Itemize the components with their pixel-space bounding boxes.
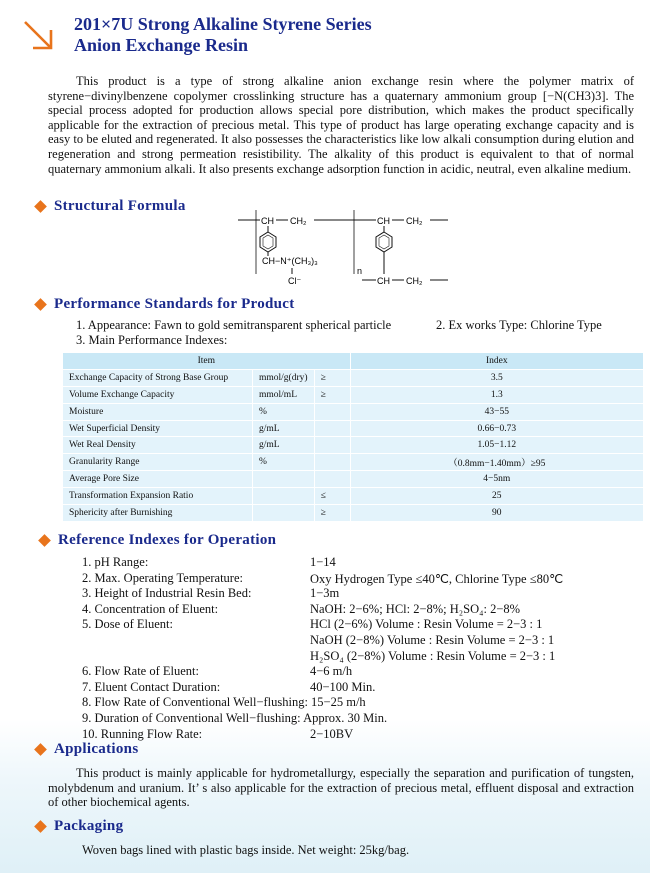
title-line-2: Anion Exchange Resin xyxy=(74,35,249,55)
performance-ex-works-type: 2. Ex works Type: Chlorine Type xyxy=(436,318,602,332)
intro-paragraph xyxy=(48,74,634,176)
table-cell-index: 25 xyxy=(350,488,643,505)
table-row xyxy=(63,505,644,522)
table-cell-item: Sphericity after Burnishing xyxy=(63,505,253,522)
table-row xyxy=(63,403,644,420)
formula-amine: CH−N⁺(CH₃)₃ xyxy=(262,256,318,266)
table-cell-index: （0.8mm−1.40mm）≥95 xyxy=(350,454,643,471)
title-line-1: 201×7U Strong Alkaline Styrene Series xyxy=(74,14,372,34)
applications-text: This product is mainly applicable for hydrometallurgy, especially the separation and purification of tungsten, molybdenum and uranium. It’ s also applicable for the extraction of precious metal, effluent disposal and extraction of other biochemical agents. xyxy=(48,766,634,810)
table-cell-unit: % xyxy=(253,454,315,471)
reference-label: 1. pH Range: xyxy=(82,555,149,569)
table-row xyxy=(63,369,644,386)
formula-ch-2: CH xyxy=(377,216,390,226)
section-title: Reference Indexes for Operation xyxy=(58,532,277,548)
table-cell-index: 3.5 xyxy=(350,369,643,386)
table-cell-item: Average Pore Size xyxy=(63,471,253,488)
reference-value: NaOH (2−8%) Volume : Resin Volume = 2−3 : 1 xyxy=(310,633,555,647)
table-cell-operator xyxy=(314,471,350,488)
reference-label: 8. Flow Rate of Conventional Well−flushing: 15−25 m/h xyxy=(82,695,366,710)
table-cell-operator: ≥ xyxy=(314,505,350,522)
table-cell-unit: g/mL xyxy=(253,420,315,437)
table-cell-unit: % xyxy=(253,403,315,420)
table-row xyxy=(63,488,644,505)
formula-ch-1: CH xyxy=(261,216,274,226)
table-cell-unit: mmol/g(dry) xyxy=(253,369,315,386)
applications-paragraph xyxy=(48,766,634,810)
section-title: Performance Standards for Product xyxy=(54,296,295,312)
table-cell-item: Moisture xyxy=(63,403,253,420)
intro-text: This product is a type of strong alkaline anion exchange resin where the polymer matrix of styrene−divinylbenzene copolymer crosslinking structure has a quaternary ammonium group [−N(CH3)3]. The special process adopted for production allows special pore distribution, which makes the product specifically applicable for the extraction of precious metal. This type of product has large operating exchange capacity and is easy to be eluted and regenerated. It also possesses the characteristics like low alkali consumption during elution and regeneration and strong permeation resistibility. The alkality of this product is equivalent to that of normal quaternary ammonium alkali. It also presents exchange adsorption function in acidic, neutral, even alkaline medium. xyxy=(48,74,634,176)
performance-appearance: 1. Appearance: Fawn to gold semitransparent spherical particle xyxy=(76,318,392,332)
reference-value: H₂SO₄ (2−8%) Volume : Resin Volume = 2−3 : 1 xyxy=(310,648,556,663)
formula-ch2-2: CH₂ xyxy=(406,216,423,226)
reference-label: 9. Duration of Conventional Well−flushing: Approx. 30 Min. xyxy=(82,711,388,725)
table-cell-item: Wet Real Density xyxy=(63,437,253,454)
table-cell-index: 1.05−1.12 xyxy=(350,437,643,454)
reference-label: 6. Flow Rate of Eluent: xyxy=(82,664,199,679)
reference-label: 5. Dose of Eluent: xyxy=(82,617,173,632)
table-row xyxy=(63,471,644,488)
table-cell-unit xyxy=(253,505,315,522)
reference-value: HCl (2−6%) Volume : Resin Volume = 2−3 : 1 xyxy=(310,617,543,632)
table-cell-operator xyxy=(314,420,350,437)
reference-label: 7. Eluent Contact Duration: xyxy=(82,679,221,694)
page-title xyxy=(74,14,372,56)
formula-n: n xyxy=(357,266,363,276)
reference-value: Oxy Hydrogen Type ≤40℃, Chlorine Type ≤80℃ xyxy=(310,571,564,586)
formula-ch2-1: CH₂ xyxy=(290,216,307,226)
section-heading-reference xyxy=(40,532,276,549)
table-cell-item: Granularity Range xyxy=(63,454,253,471)
reference-value: 4−6 m/h xyxy=(310,664,353,679)
table-cell-index: 0.66−0.73 xyxy=(350,420,643,437)
reference-value: 40−100 Min. xyxy=(310,679,376,694)
diamond-bullet-icon xyxy=(34,820,47,833)
section-heading-structural xyxy=(36,198,186,215)
table-cell-operator: ≤ xyxy=(314,488,350,505)
table-cell-index: 1.3 xyxy=(350,386,643,403)
table-cell-operator xyxy=(314,437,350,454)
table-cell-item: Wet Superficial Density xyxy=(63,420,253,437)
diamond-bullet-icon xyxy=(38,534,51,547)
section-heading-performance xyxy=(36,296,295,313)
table-cell-item: Exchange Capacity of Strong Base Group xyxy=(63,369,253,386)
section-title: Packaging xyxy=(54,818,124,834)
table-row xyxy=(63,386,644,403)
reference-value: 1−3m xyxy=(310,586,340,601)
performance-index-table xyxy=(62,352,644,522)
diamond-bullet-icon xyxy=(34,298,47,311)
table-row xyxy=(63,454,644,471)
table-cell-unit xyxy=(253,471,315,488)
table-row xyxy=(63,437,644,454)
section-heading-packaging xyxy=(36,818,123,835)
diamond-bullet-icon xyxy=(34,200,47,213)
table-cell-item: Volume Exchange Capacity xyxy=(63,386,253,403)
section-title: Structural Formula xyxy=(54,198,186,214)
table-cell-unit: mmol/mL xyxy=(253,386,315,403)
reference-label: 4. Concentration of Eluent: xyxy=(82,601,219,616)
reference-label: 10. Running Flow Rate: xyxy=(82,726,203,741)
formula-ch2-3: CH₂ xyxy=(406,276,423,286)
performance-main-indexes: 3. Main Performance Indexes: xyxy=(76,333,228,347)
table-header-item: Item xyxy=(63,353,351,370)
table-header-row xyxy=(63,353,644,370)
structural-formula xyxy=(238,204,468,296)
section-heading-applications xyxy=(36,741,138,758)
reference-label: 2. Max. Operating Temperature: xyxy=(82,570,243,585)
table-cell-index: 90 xyxy=(350,505,643,522)
table-cell-operator xyxy=(314,454,350,471)
table-cell-index: 4−5nm xyxy=(350,471,643,488)
reference-value: 2−10BV xyxy=(310,726,354,741)
formula-ch-3: CH xyxy=(377,276,390,286)
table-cell-index: 43−55 xyxy=(350,403,643,420)
arrow-down-right-icon xyxy=(22,18,56,52)
table-cell-operator xyxy=(314,403,350,420)
reference-value: 1−14 xyxy=(310,555,336,569)
reference-label: 3. Height of Industrial Resin Bed: xyxy=(82,586,252,601)
table-cell-unit xyxy=(253,488,315,505)
table-cell-item: Transformation Expansion Ratio xyxy=(63,488,253,505)
table-row xyxy=(63,420,644,437)
table-header-index: Index xyxy=(350,353,643,370)
table-cell-unit: g/mL xyxy=(253,437,315,454)
table-cell-operator: ≥ xyxy=(314,386,350,403)
reference-value: NaOH: 2−6%; HCl: 2−8%; H₂SO₄: 2−8% xyxy=(310,601,521,616)
packaging-text: Woven bags lined with plastic bags inside. Net weight: 25kg/bag. xyxy=(82,843,410,857)
section-title: Applications xyxy=(54,741,139,757)
table-cell-operator: ≥ xyxy=(314,369,350,386)
formula-chloride: Cl⁻ xyxy=(288,276,302,286)
diamond-bullet-icon xyxy=(34,743,47,756)
